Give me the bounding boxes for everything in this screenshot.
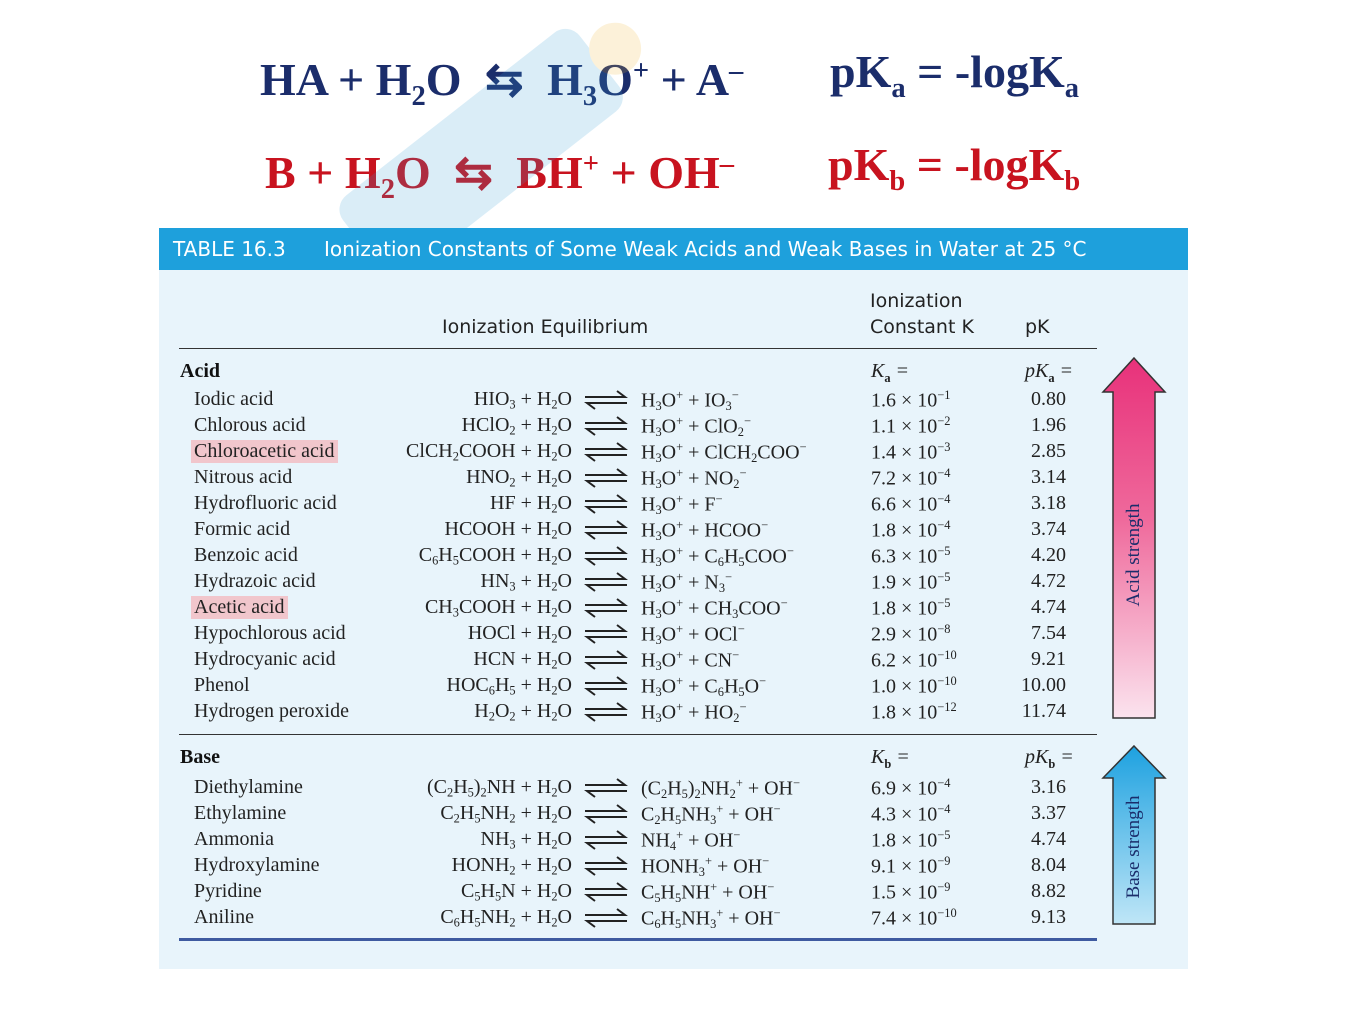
table-row xyxy=(159,828,1188,854)
products: $H_3O^+ + C_6H_5COO^-$ xyxy=(641,544,794,570)
equilibrium-arrow-icon xyxy=(583,390,629,410)
products: $(C_2H_5)_2NH_2^+ + OH^-$ xyxy=(641,776,800,802)
equilibrium-arrow-icon xyxy=(583,416,629,436)
reactants: HCN + $H_2O$ xyxy=(473,648,572,672)
reactants: $(C_2H_5)_2NH + H_2O$ xyxy=(427,776,572,800)
table-row xyxy=(159,648,1188,674)
pkb-definition: $pK_b = -\log K_b$ xyxy=(828,139,1081,197)
pka-value: 4.72 xyxy=(1031,570,1066,592)
products: $HONH_3^+ + OH^-$ xyxy=(641,854,770,880)
ka-value: $1.8 \times 10^{-5}$ xyxy=(871,596,951,620)
acid-name: Acetic acid xyxy=(191,596,288,619)
base-name: Diethylamine xyxy=(194,776,303,798)
ka-value: $6.2 \times 10^{-10}$ xyxy=(871,648,957,672)
kb-value: $6.9 \times 10^{-4}$ xyxy=(871,776,951,800)
header-rule xyxy=(179,348,1097,349)
acid-name: Chloroacetic acid xyxy=(191,440,338,463)
products: $H_3O^+ + F^-$ xyxy=(641,492,723,518)
table-row xyxy=(159,492,1188,518)
equilibrium-arrow-icon xyxy=(583,624,629,644)
kb-value: $1.8 \times 10^{-5}$ xyxy=(871,828,951,852)
base-name: Aniline xyxy=(194,906,254,928)
products: $H_3O^+ + IO_3^-$ xyxy=(641,388,739,414)
equilibrium-arrow-icon xyxy=(583,546,629,566)
acid-equilibrium-equation: HA + $H_2O$ ⇆ $H_3O^+ + A^-$ xyxy=(260,54,744,112)
base-strength-label: Base strength xyxy=(1123,795,1144,899)
kb-column-symbol: $K_b$ = xyxy=(871,746,910,771)
acid-name: Benzoic acid xyxy=(194,544,298,566)
pkb-column-symbol: $pK_b$ = xyxy=(1025,746,1074,771)
pka-value: 3.18 xyxy=(1031,492,1066,514)
table-row xyxy=(159,622,1188,648)
equilibrium-arrow-icon xyxy=(583,468,629,488)
reactants: HCOOH + $H_2O$ xyxy=(444,518,572,542)
equilibrium-arrow-icon xyxy=(583,778,629,798)
pka-definition: $pK_a = -\log K_a$ xyxy=(830,46,1079,104)
equilibrium-arrow-icon xyxy=(583,650,629,670)
kb-value: $9.1 \times 10^{-9}$ xyxy=(871,854,951,878)
ka-value: $6.3 \times 10^{-5}$ xyxy=(871,544,951,568)
reactants: $HONH_2 + H_2O$ xyxy=(451,854,572,878)
pka-value: 2.85 xyxy=(1031,440,1066,462)
equilibrium-arrow-icon xyxy=(583,494,629,514)
acid-name: Hydrazoic acid xyxy=(194,570,316,592)
col-header-equilibrium: Ionization Equilibrium xyxy=(442,316,649,338)
ka-value: $6.6 \times 10^{-4}$ xyxy=(871,492,951,516)
base-name: Pyridine xyxy=(194,880,262,902)
table-bottom-rule xyxy=(179,938,1097,941)
table-row xyxy=(159,802,1188,828)
acid-section-label: Acid xyxy=(180,360,220,382)
col-header-constant-line1: Ionization xyxy=(870,290,963,312)
acid-name: Chlorous acid xyxy=(194,414,306,436)
equilibrium-arrow-icon xyxy=(583,520,629,540)
products: $H_3O^+ + HO_2^-$ xyxy=(641,700,747,726)
products: $C_2H_5NH_3^+ + OH^-$ xyxy=(641,802,781,828)
table-row xyxy=(159,440,1188,466)
products: $C_6H_5NH_3^+ + OH^-$ xyxy=(641,906,781,932)
reactants: $HOC_6H_5 + H_2O$ xyxy=(446,674,572,698)
pka-value: 7.54 xyxy=(1031,622,1066,644)
table-row xyxy=(159,674,1188,700)
acid-name: Hydrogen peroxide xyxy=(194,700,349,722)
table-row xyxy=(159,700,1188,726)
base-name: Ethylamine xyxy=(194,802,287,824)
pka-value: 10.00 xyxy=(1021,674,1066,696)
pka-value: 4.74 xyxy=(1031,596,1066,618)
base-name: Ammonia xyxy=(194,828,274,850)
base-equilibrium-equation: $B + H_2O$ ⇆ BH+ + OH– xyxy=(265,147,735,205)
ka-value: $1.4 \times 10^{-3}$ xyxy=(871,440,951,464)
acid-name: Hydrofluoric acid xyxy=(194,492,337,514)
pkb-value: 3.37 xyxy=(1031,802,1066,824)
ka-value: $1.8 \times 10^{-12}$ xyxy=(871,700,957,724)
reactants: $HN_3 + H_2O$ xyxy=(480,570,572,594)
ka-value: $1.6 \times 10^{-1}$ xyxy=(871,388,951,412)
reactants: $HIO_3 + H_2O$ xyxy=(473,388,572,412)
equilibrium-arrow-icon xyxy=(583,804,629,824)
acid-name: Nitrous acid xyxy=(194,466,293,488)
products: $H_3O^+ + C_6H_5O^-$ xyxy=(641,674,767,700)
pka-value: 0.80 xyxy=(1031,388,1066,410)
reactants: $C_2H_5NH_2 + H_2O$ xyxy=(440,802,572,826)
reactants: $HNO_2 + H_2O$ xyxy=(466,466,572,490)
table-number: TABLE 16.3 xyxy=(173,237,286,261)
products: $H_3O^+ + CH_3COO^-$ xyxy=(641,596,788,622)
table-row xyxy=(159,880,1188,906)
ka-value: $1.9 \times 10^{-5}$ xyxy=(871,570,951,594)
pkb-value: 9.13 xyxy=(1031,906,1066,928)
ionization-table xyxy=(159,228,1188,969)
base-name: Hydroxylamine xyxy=(194,854,320,876)
reactants: $CH_3COOH + H_2O$ xyxy=(424,596,572,620)
table-row xyxy=(159,544,1188,570)
equilibrium-arrow-icon xyxy=(583,598,629,618)
pkb-value: 3.16 xyxy=(1031,776,1066,798)
reactants: $C_5H_5N + H_2O$ xyxy=(460,880,572,904)
products: $H_3O^+$ + ClCH$_2$COO− xyxy=(641,440,807,466)
reactants: HF + $H_2O$ xyxy=(490,492,572,516)
reactants: HOCl + $H_2O$ xyxy=(467,622,572,646)
reactants: HClO$_2$ + $H_2O$ xyxy=(461,414,572,438)
table-title: Ionization Constants of Some Weak Acids and Weak Bases in Water at 25 °C xyxy=(324,237,1087,261)
pka-value: 4.20 xyxy=(1031,544,1066,566)
pka-value: 11.74 xyxy=(1021,700,1066,722)
table-row xyxy=(159,518,1188,544)
table-row xyxy=(159,906,1188,932)
ka-value: $1.1 \times 10^{-2}$ xyxy=(871,414,951,438)
pka-value: 1.96 xyxy=(1031,414,1066,436)
ka-value: $1.8 \times 10^{-4}$ xyxy=(871,518,951,542)
reactants: $C_6H_5NH_2 + H_2O$ xyxy=(440,906,572,930)
equilibrium-arrow-icon xyxy=(583,830,629,850)
equilibrium-arrow-icon xyxy=(583,676,629,696)
pkb-value: 4.74 xyxy=(1031,828,1066,850)
reactants: $H_2O_2 + H_2O$ xyxy=(474,700,572,724)
kb-value: $4.3 \times 10^{-4}$ xyxy=(871,802,951,826)
table-row xyxy=(159,466,1188,492)
table-header xyxy=(159,228,1188,270)
pka-value: 3.14 xyxy=(1031,466,1066,488)
col-header-pk: pK xyxy=(1025,316,1050,338)
pka-column-symbol: $pK_a$ = xyxy=(1025,360,1074,385)
products: $H_3O^+$ + HCOO− xyxy=(641,518,769,544)
table-row xyxy=(159,854,1188,880)
ka-value: $2.9 \times 10^{-8}$ xyxy=(871,622,951,646)
equilibrium-arrow-icon xyxy=(583,908,629,928)
equilibrium-arrow-icon xyxy=(583,572,629,592)
equilibrium-arrow-icon xyxy=(583,882,629,902)
reactants: $NH_3 + H_2O$ xyxy=(480,828,572,852)
ka-value: $7.2 \times 10^{-4}$ xyxy=(871,466,951,490)
ka-value: $1.0 \times 10^{-10}$ xyxy=(871,674,957,698)
products: $H_3O^+ + CN^-$ xyxy=(641,648,740,674)
products: $NH_4^+ + OH^-$ xyxy=(641,828,741,854)
table-row xyxy=(159,388,1188,414)
equilibrium-arrow-icon xyxy=(583,442,629,462)
pkb-value: 8.82 xyxy=(1031,880,1066,902)
table-row xyxy=(159,596,1188,622)
table-row xyxy=(159,570,1188,596)
products: $H_3O^+ + NO_2^-$ xyxy=(641,466,747,492)
equilibrium-arrow-icon xyxy=(583,856,629,876)
acid-name: Phenol xyxy=(194,674,250,696)
ka-column-symbol: $K_a$ = xyxy=(871,360,910,385)
acid-name: Hydrocyanic acid xyxy=(194,648,336,670)
products: $H_3O^+ + ClO_2^-$ xyxy=(641,414,751,440)
kb-value: $1.5 \times 10^{-9}$ xyxy=(871,880,951,904)
reactants: ClCH$_2$COOH + $H_2O$ xyxy=(406,440,572,464)
pkb-value: 8.04 xyxy=(1031,854,1066,876)
acid-name: Hypochlorous acid xyxy=(194,622,346,644)
section-rule xyxy=(179,734,1097,735)
products: $C_5H_5NH^+ + OH^-$ xyxy=(641,880,775,906)
col-header-constant-line2: Constant K xyxy=(870,316,974,338)
table-row xyxy=(159,414,1188,440)
equilibrium-arrow-icon xyxy=(583,702,629,722)
table-row xyxy=(159,776,1188,802)
acid-strength-label: Acid strength xyxy=(1123,503,1144,607)
pka-value: 3.74 xyxy=(1031,518,1066,540)
products: $H_3O^+ + N_3^-$ xyxy=(641,570,733,596)
base-section-label: Base xyxy=(180,746,220,768)
acid-name: Formic acid xyxy=(194,518,291,540)
acid-name: Iodic acid xyxy=(194,388,274,410)
products: $H_3O^+ + OCl^-$ xyxy=(641,622,745,648)
reactants: $C_6H_5COOH + H_2O$ xyxy=(418,544,572,568)
kb-value: $7.4 \times 10^{-10}$ xyxy=(871,906,957,930)
pka-value: 9.21 xyxy=(1031,648,1066,670)
